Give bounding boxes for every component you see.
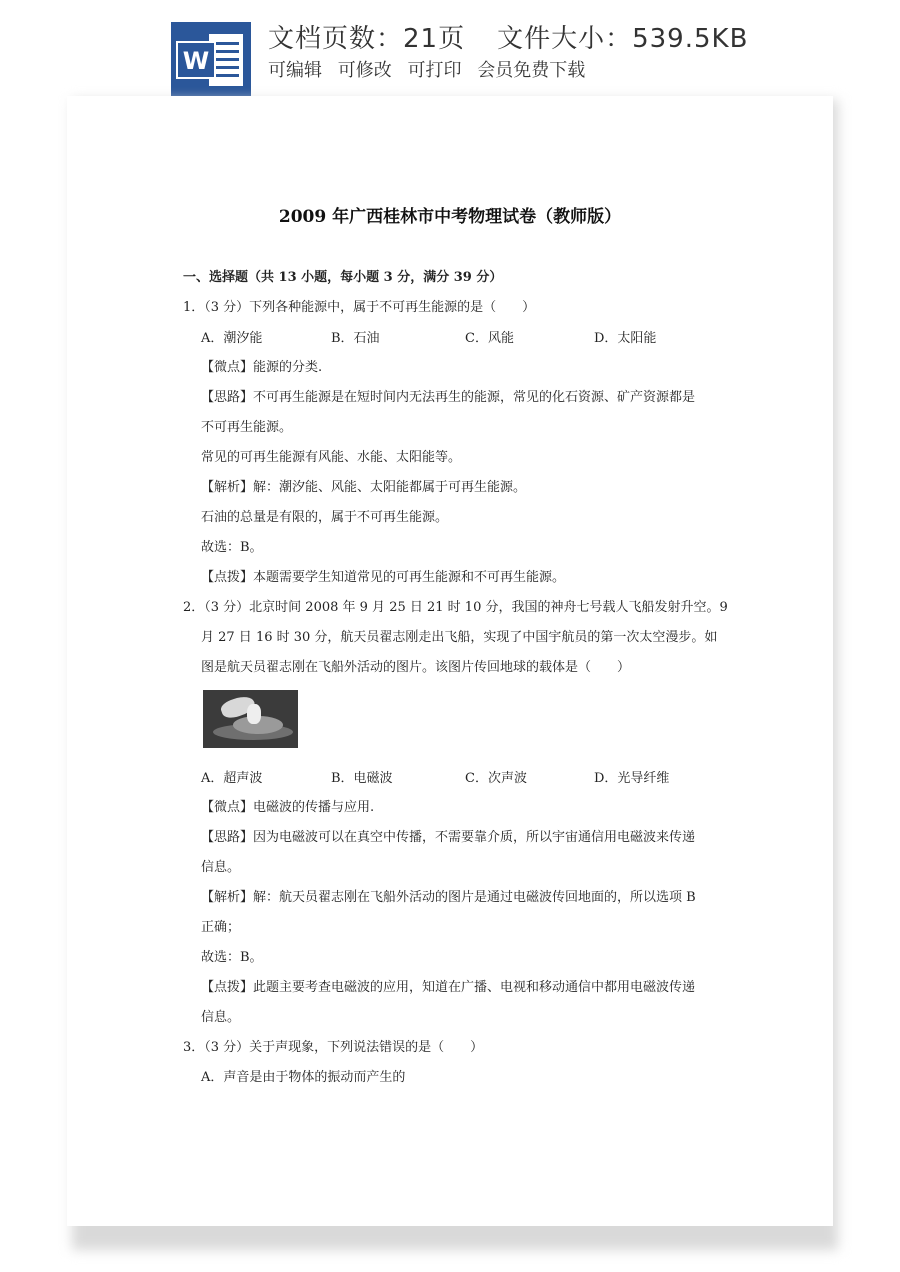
question-2-stem-line2: 月 27 日 16 时 30 分，航天员翟志刚走出飞船，实现了中国宇航员的第一次太空漫步。如 xyxy=(201,630,718,645)
svg-text:W: W xyxy=(182,47,210,75)
q2-key-point: 【微点】电磁波的传播与应用. xyxy=(201,800,375,815)
q2-answer: 故选：B。 xyxy=(201,950,263,965)
q2-analysis: 【解析】解：航天员翟志刚在飞船外活动的图片是通过电磁波传回地面的，所以选项 B xyxy=(201,890,696,905)
feature-list xyxy=(268,56,595,82)
q1-comment: 【点拨】本题需要学生知道常见的可再生能源和不可再生能源。 xyxy=(201,570,566,585)
q1-analysis-cont: 石油的总量是有限的，属于不可再生能源。 xyxy=(201,510,449,525)
q1-analysis: 【解析】解：潮汐能、风能、太阳能都属于可再生能源。 xyxy=(201,480,527,495)
q1-approach: 【思路】不可再生能源是在短时间内无法再生的能源，常见的化石资源、矿产资源都是 xyxy=(201,390,696,405)
question-2-stem-line3: 图是航天员翟志刚在飞船外活动的图片。该图片传回地球的载体是（ ） xyxy=(201,660,631,675)
feature-member-download: 会员免费下载 xyxy=(477,60,586,81)
q1-option-a: A．潮汐能 xyxy=(201,331,263,346)
q1-approach-cont: 不可再生能源。 xyxy=(201,420,293,435)
file-stats xyxy=(268,18,748,55)
question-2-stem: 2．（3 分）北京时间 2008 年 9 月 25 日 21 时 10 分，我国的神舟七号载人飞船发射升空。9 xyxy=(183,600,728,615)
q2-option-c: C．次声波 xyxy=(465,771,527,786)
q1-option-b: B．石油 xyxy=(331,331,380,346)
q1-key-point: 【微点】能源的分类. xyxy=(201,360,323,375)
document-page xyxy=(67,96,833,1226)
feature-printable: 可打印 xyxy=(407,60,462,81)
q2-approach: 【思路】因为电磁波可以在真空中传播，不需要靠介质，所以宇宙通信用电磁波来传递 xyxy=(201,830,696,845)
q2-approach-cont: 信息。 xyxy=(201,860,241,875)
feature-modifiable: 可修改 xyxy=(337,60,392,81)
astronaut-spacewalk-photo xyxy=(203,690,298,748)
q2-comment: 【点拨】此题主要考查电磁波的应用，知道在广播、电视和移动通信中都用电磁波传递 xyxy=(201,980,696,995)
q1-answer: 故选：B。 xyxy=(201,540,263,555)
download-banner xyxy=(0,0,900,96)
word-icon xyxy=(171,22,251,96)
question-3-stem: 3．（3 分）关于声现象，下列说法错误的是（ ） xyxy=(183,1040,484,1055)
q1-approach-note: 常见的可再生能源有风能、水能、太阳能等。 xyxy=(201,450,462,465)
q1-option-c: C．风能 xyxy=(465,331,514,346)
document-title: 2009 年广西桂林市中考物理试卷（教师版） xyxy=(278,207,622,227)
q2-analysis-cont: 正确； xyxy=(201,920,241,935)
section-heading: 一、选择题（共 13 小题，每小题 3 分，满分 39 分） xyxy=(183,270,503,285)
q2-option-a: A．超声波 xyxy=(201,771,263,786)
q1-option-d: D．太阳能 xyxy=(594,331,657,346)
q2-option-d: D．光导纤维 xyxy=(594,771,670,786)
q2-comment-cont: 信息。 xyxy=(201,1010,241,1025)
feature-editable: 可编辑 xyxy=(268,60,322,81)
q2-option-b: B．电磁波 xyxy=(331,771,393,786)
page-count: 文档页数：21页 xyxy=(268,24,466,54)
file-size: 文件大小：539.5KB xyxy=(497,24,749,54)
question-1-stem: 1．（3 分）下列各种能源中，属于不可再生能源的是（ ） xyxy=(183,300,536,315)
q3-option-a: A．声音是由于物体的振动而产生的 xyxy=(201,1070,406,1085)
